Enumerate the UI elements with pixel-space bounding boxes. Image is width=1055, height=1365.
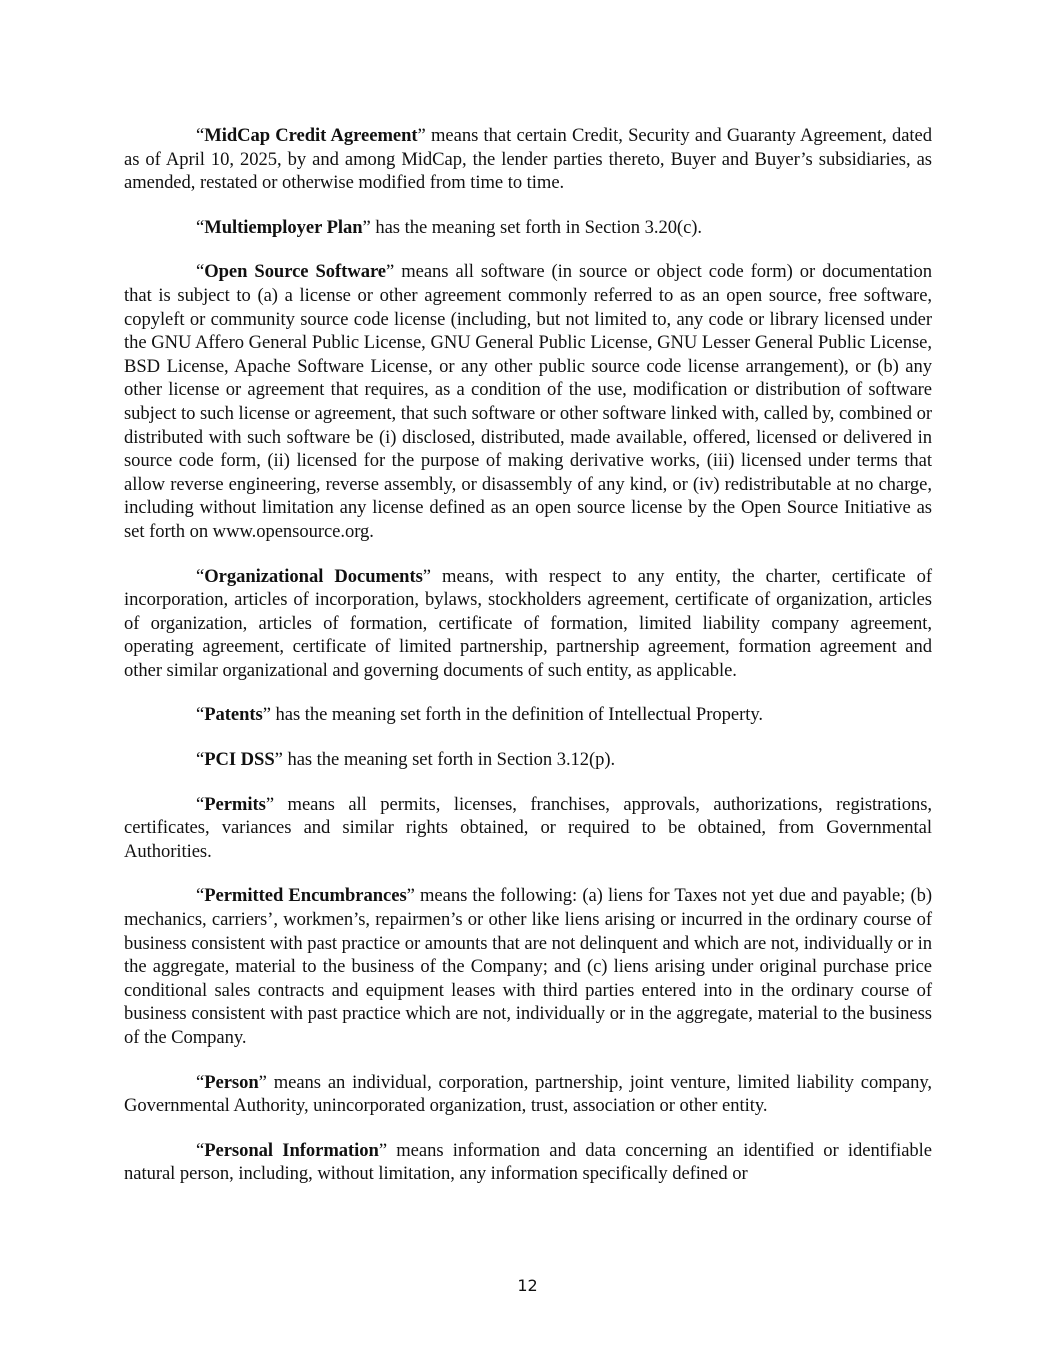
- defined-term: Person: [204, 1071, 259, 1093]
- close-quote: ”: [386, 261, 395, 283]
- close-quote: ”: [274, 749, 283, 771]
- definition-body: means, with respect to any entity, the charter, certificate of incorporation, articles of incorporation, bylaws, stockholders agreement, certificate of organization, articles of organization, articles of formation, certificate of formation, limited liability company agreement, operating agreement, certificate of limited partnership, partnership agreement, formation agreement and other similar organizational and governing documents of such entity, as applicable.: [124, 565, 932, 681]
- definition-body: has the meaning set forth in Section 3.12(p).: [282, 749, 616, 771]
- open-quote: “: [196, 885, 205, 907]
- definition-body: means an individual, corporation, partnership, joint venture, limited liability company, Governmental Authority, unincorporated organization, trust, association or other entity.: [124, 1071, 932, 1117]
- definition-personal-information: [124, 1139, 932, 1186]
- definition-midcap-credit-agreement: [124, 124, 932, 195]
- definition-body: has the meaning set forth in Section 3.20(c).: [370, 216, 703, 238]
- defined-term: Open Source Software: [204, 261, 387, 283]
- defined-term: Patents: [204, 704, 263, 726]
- defined-term: Permits: [204, 793, 266, 815]
- defined-term: Organizational Documents: [204, 565, 423, 587]
- open-quote: “: [196, 704, 205, 726]
- definition-body: means the following: (a) liens for Taxes not yet due and payable; (b) mechanics, carriers’, workmen’s, repairmen’s or other like liens arising or incurred in the ordinary course of business consistent with past practice or amounts that are not delinquent and which are not, individually or in the aggregate, material to the business of the Company; and (c) liens arising under original purchase price conditional sales contracts and equipment leases with third parties entered into in the ordinary course of business consistent with past practice which are not, individually or in the aggregate, material to the business of the Company.: [124, 885, 932, 1048]
- close-quote: ”: [378, 1139, 388, 1161]
- defined-term: PCI DSS: [204, 749, 275, 771]
- close-quote: ”: [258, 1071, 267, 1093]
- close-quote: ”: [406, 885, 415, 907]
- definition-body: means all software (in source or object code form) or documentation that is subject to (a) a license or other agreement commonly referred to as an open source, free software, copyleft or community source code license (including, but not limited to, any code or library licensed under the GNU Affero General Public License, GNU General Public License, GNU Lesser General Public License, BSD License, Apache Software License, or any other public source code license arrangement), or (b) any other license or agreement that requires, as a condition of the use, modification or distribution of software subject to such license or agreement, that such software or other software linked with, called by, combined or distributed with such software be (i) disclosed, distributed, made available, offered, licensed or delivered in source code form, (ii) licensed for the purpose of making derivative works, (iii) licensed under terms that allow reverse engineering, reverse assembly, or disassembly of any kind, or (iv) redistributable at no charge, including without limitation any license defined as an open source license by the Open Source Initiative as set forth on www.opensource.org.: [124, 261, 932, 542]
- open-quote: “: [196, 125, 205, 146]
- defined-term: Personal Information: [204, 1139, 379, 1161]
- open-quote: “: [196, 1139, 205, 1161]
- open-quote: “: [196, 565, 205, 587]
- open-quote: “: [196, 749, 205, 771]
- definition-body: has the meaning set forth in the definition of Intellectual Property.: [270, 704, 763, 726]
- document-page: [124, 124, 932, 1207]
- definition-permits: [124, 793, 932, 864]
- definition-patents: [124, 703, 932, 727]
- open-quote: “: [196, 216, 205, 238]
- definition-body: means information and data concerning an identified or identifiable natural person, including, without limitation, any information specifically defined or: [124, 1139, 932, 1185]
- definition-pci-dss: [124, 748, 932, 772]
- open-quote: “: [196, 261, 205, 283]
- close-quote: ”: [417, 125, 426, 146]
- close-quote: ”: [422, 565, 431, 587]
- close-quote: ”: [262, 704, 271, 726]
- definition-permitted-encumbrances: [124, 884, 932, 1049]
- open-quote: “: [196, 1071, 205, 1093]
- definition-open-source-software: [124, 260, 932, 543]
- page-number: 12: [517, 1276, 538, 1295]
- close-quote: ”: [362, 216, 371, 238]
- definition-body: means that certain Credit, Security and Guaranty Agreement, dated as of April 10, 2025, by and among MidCap, the lender parties thereto, Buyer and Buyer’s subsidiaries, as amended, restated or otherwise modified from time to time.: [124, 125, 932, 194]
- close-quote: ”: [265, 793, 275, 815]
- definition-person: [124, 1071, 932, 1118]
- defined-term: Multiemployer Plan: [204, 216, 363, 238]
- defined-term: Permitted Encumbrances: [204, 885, 407, 907]
- definition-multiemployer-plan: [124, 216, 932, 240]
- defined-term: MidCap Credit Agreement: [204, 125, 418, 146]
- open-quote: “: [196, 793, 205, 815]
- definition-organizational-documents: [124, 565, 932, 683]
- definition-body: means all permits, licenses, franchises, approvals, authorizations, registrations, certificates, variances and similar rights obtained, or required to be obtained, from Governmental Authorities.: [124, 793, 932, 862]
